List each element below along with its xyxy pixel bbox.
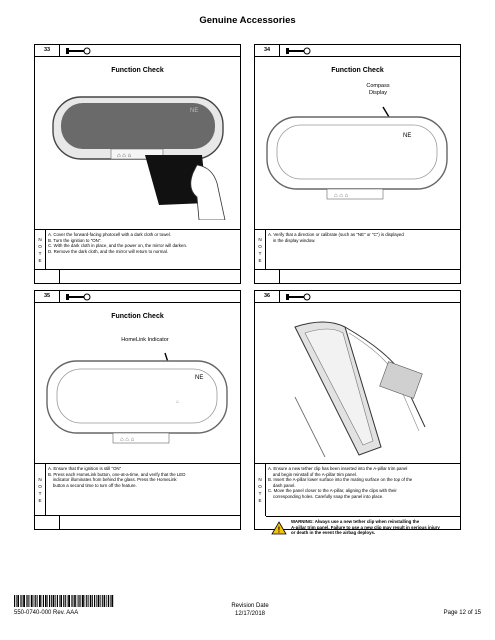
function-check-title: Function Check: [111, 313, 164, 320]
wrench-icon: [64, 47, 92, 55]
panel-footer-row: [35, 269, 240, 283]
function-check-title: Function Check: [111, 67, 164, 74]
note-text: A. Verify that a direction or calibrate (such as "NE" or "C") is displayed in the display window.: [268, 232, 404, 243]
mirror-homelink-illustration: [43, 347, 233, 477]
compass-reading: NE: [403, 133, 412, 139]
panel-footer-row: [255, 269, 460, 283]
step-header: [255, 45, 460, 57]
step-number: 33: [35, 45, 60, 56]
revision-date: 12/17/2018: [234, 611, 266, 617]
step-35-panel: [34, 290, 241, 530]
compass-display-callout: Compass Display: [366, 83, 390, 96]
step-header: [35, 45, 240, 57]
note-box: [35, 229, 240, 269]
wrench-icon: [284, 47, 312, 55]
note-label: N O T E: [255, 464, 266, 516]
a-pillar-trim-illustration: [285, 307, 435, 457]
wrench-icon: [64, 293, 92, 301]
homelink-indicator-callout: HomeLink Indicator: [121, 337, 169, 343]
step-number: 35: [35, 291, 60, 302]
step-33-panel: [34, 44, 241, 284]
note-text: A. Cover the forward-facing photocell with a dark cloth or towel. B. Turn the ignition to "ON". C. With the dark cloth in place, and the power on, the mirror will darken. D. Remove the dark cloth, and the mirror will return to normal.: [48, 232, 188, 254]
barcode-image: [14, 595, 114, 607]
mirror-photocell-illustration: [47, 85, 232, 220]
warning-icon: [271, 521, 287, 535]
note-label: N O T E: [35, 464, 46, 515]
revision-label: Revision Date: [231, 603, 269, 609]
svg-text:!: !: [277, 525, 281, 535]
svg-text:⌂ ⌂ ⌂: ⌂ ⌂ ⌂: [334, 193, 349, 199]
step-header: [255, 291, 460, 303]
note-text: A. Ensure a new tether clip has been inserted into the A-pillar trim panel and begin reinstall of the A-pillar trim panel. B. Insert the A-pillar lower surface into the mating surface on the top of the dash panel. C. Move the panel closer to the A-pillar, aligning the clips with their corresponding holes. Carefully snap the panel into place.: [268, 466, 413, 499]
warning-box: [266, 516, 460, 542]
mirror-compass-illustration: [263, 97, 453, 222]
svg-text:NE: NE: [190, 108, 199, 114]
note-label: N O T E: [255, 230, 266, 269]
step-number: 34: [255, 45, 280, 56]
homelink-reading: NE: [195, 375, 204, 381]
note-label: N O T E: [35, 230, 46, 269]
note-text: A. Ensure that the ignition is still "ON" B. Press each HomeLink button, one-at-a-time, and verify that the LED indicator illuminates from behind the glass. Press the HomeLink button a second time to turn off the feature.: [48, 466, 186, 488]
note-box: [35, 463, 240, 515]
page-number: Page 12 of 15: [443, 610, 481, 616]
svg-text:⌂: ⌂: [176, 399, 180, 405]
function-check-title: Function Check: [331, 67, 384, 74]
step-36-panel: [254, 290, 461, 535]
wrench-icon: [284, 293, 312, 301]
panel-footer-row: [35, 515, 240, 529]
step-header: [35, 291, 240, 303]
note-box: [255, 463, 460, 545]
svg-text:⌂ ⌂ ⌂: ⌂ ⌂ ⌂: [117, 153, 132, 159]
step-34-panel: [254, 44, 461, 284]
step-number: 36: [255, 291, 280, 302]
revision-block: [200, 602, 300, 618]
svg-text:⌂ ⌂ ⌂: ⌂ ⌂ ⌂: [120, 437, 135, 443]
warning-text: WARNING: Always use a new tether clip when reinstalling the A-pillar trim panel. Failure to use a new clip may result in serious injury or death in the event the airbag deploys.: [291, 519, 440, 535]
note-box: [255, 229, 460, 269]
page-title: Genuine Accessories: [199, 15, 296, 26]
part-number: 550-0740-000 Rev. AAA: [14, 610, 79, 616]
